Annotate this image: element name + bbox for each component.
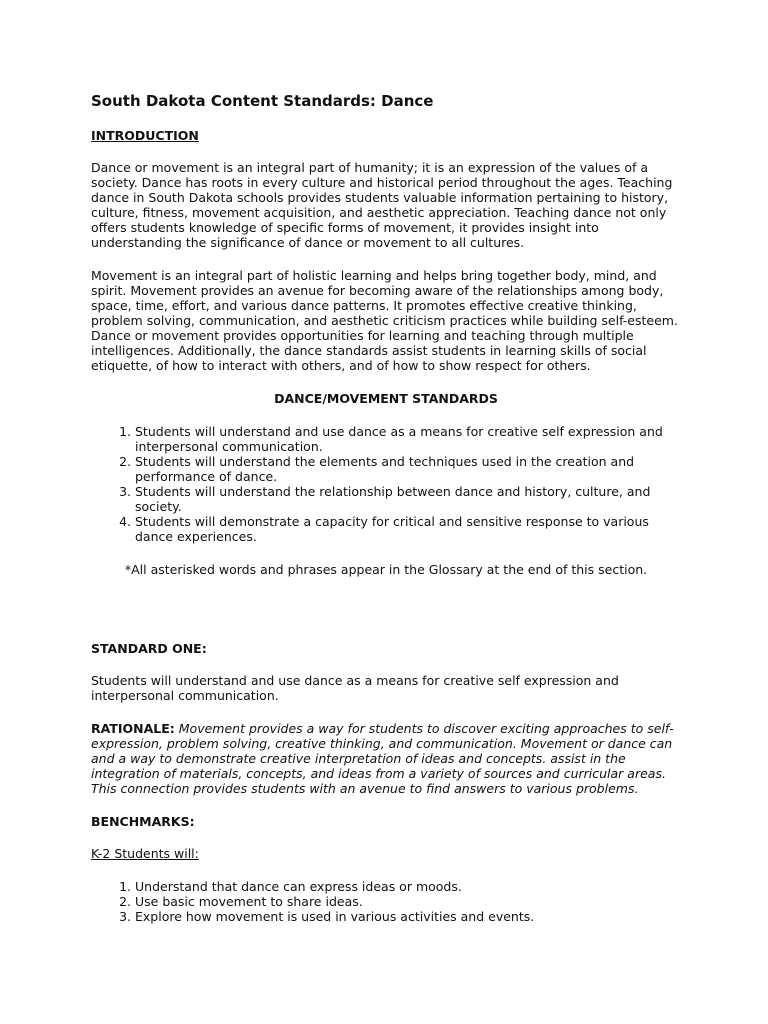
benchmark-item: 2. Use basic movement to share ideas. — [135, 894, 681, 909]
introduction-heading: INTRODUCTION — [91, 128, 199, 143]
document-title: South Dakota Content Standards: Dance — [91, 92, 434, 110]
standard-item: 2. Students will understand the elements and techniques used in the creation and performance of dance. — [135, 454, 681, 484]
standard-one-text: Students will understand and use dance as a means for creative self expression and interpersonal communication. — [91, 673, 619, 703]
standards-heading: DANCE/MOVEMENT STANDARDS — [274, 391, 498, 406]
rationale-paragraph — [91, 721, 681, 796]
standard-item: 3. Students will understand the relationship between dance and history, culture, and society. — [135, 484, 681, 514]
glossary-note: *All asterisked words and phrases appear in the Glossary at the end of this section. — [124, 562, 648, 577]
benchmarks-heading: BENCHMARKS: — [91, 814, 195, 829]
introduction-paragraph-1: Dance or movement is an integral part of humanity; it is an expression of the values of a society. Dance has roots in every culture and historical period throughout the ages. Teaching dance in South Dakota schools provides students valuable information pertaining to history, culture, fitness, movement acquisition, and aesthetic appreciation. Teaching dance not only offers students knowledge of specific forms of movement, it provides insight into understanding the significance of dance or movement to all cultures. — [91, 160, 673, 250]
standards-list — [91, 424, 681, 544]
rationale-label: RATIONALE: — [91, 721, 175, 736]
standard-one-heading: STANDARD ONE: — [91, 641, 207, 656]
standard-item: 4. Students will demonstrate a capacity for critical and sensitive response to various dance experiences. — [135, 514, 681, 544]
introduction-paragraph-2: Movement is an integral part of holistic learning and helps bring together body, mind, and spirit. Movement provides an avenue for becoming aware of the relationships among body, space, time, effort, and various dance patterns. It promotes effective creative thinking, problem solving, communication, and aesthetic criticism practices while building self-esteem. Dance or movement provides opportunities for learning and teaching through multiple intelligences. Additionally, the dance standards assist students in learning skills of social etiquette, of how to interact with others, and of how to show respect for others. — [91, 268, 678, 373]
benchmark-item: 3. Explore how movement is used in various activities and events. — [135, 909, 681, 924]
standard-item: 1. Students will understand and use dance as a means for creative self expression and interpersonal communication. — [135, 424, 681, 454]
grade-level-heading: K-2 Students will: — [91, 846, 199, 861]
benchmarks-list — [91, 879, 681, 924]
rationale-text: Movement provides a way for students to discover exciting approaches to self-expression, problem solving, creative thinking, and communication. Movement or dance can and a way to demonstrate creative interpretation of ideas and concepts. assist in the integration of materials, concepts, and ideas from a variety of sources and curricular areas. This connection provides students with an avenue to find answers to various problems. — [91, 721, 674, 796]
benchmark-item: 1. Understand that dance can express ideas or moods. — [135, 879, 681, 894]
document-page — [91, 92, 681, 942]
